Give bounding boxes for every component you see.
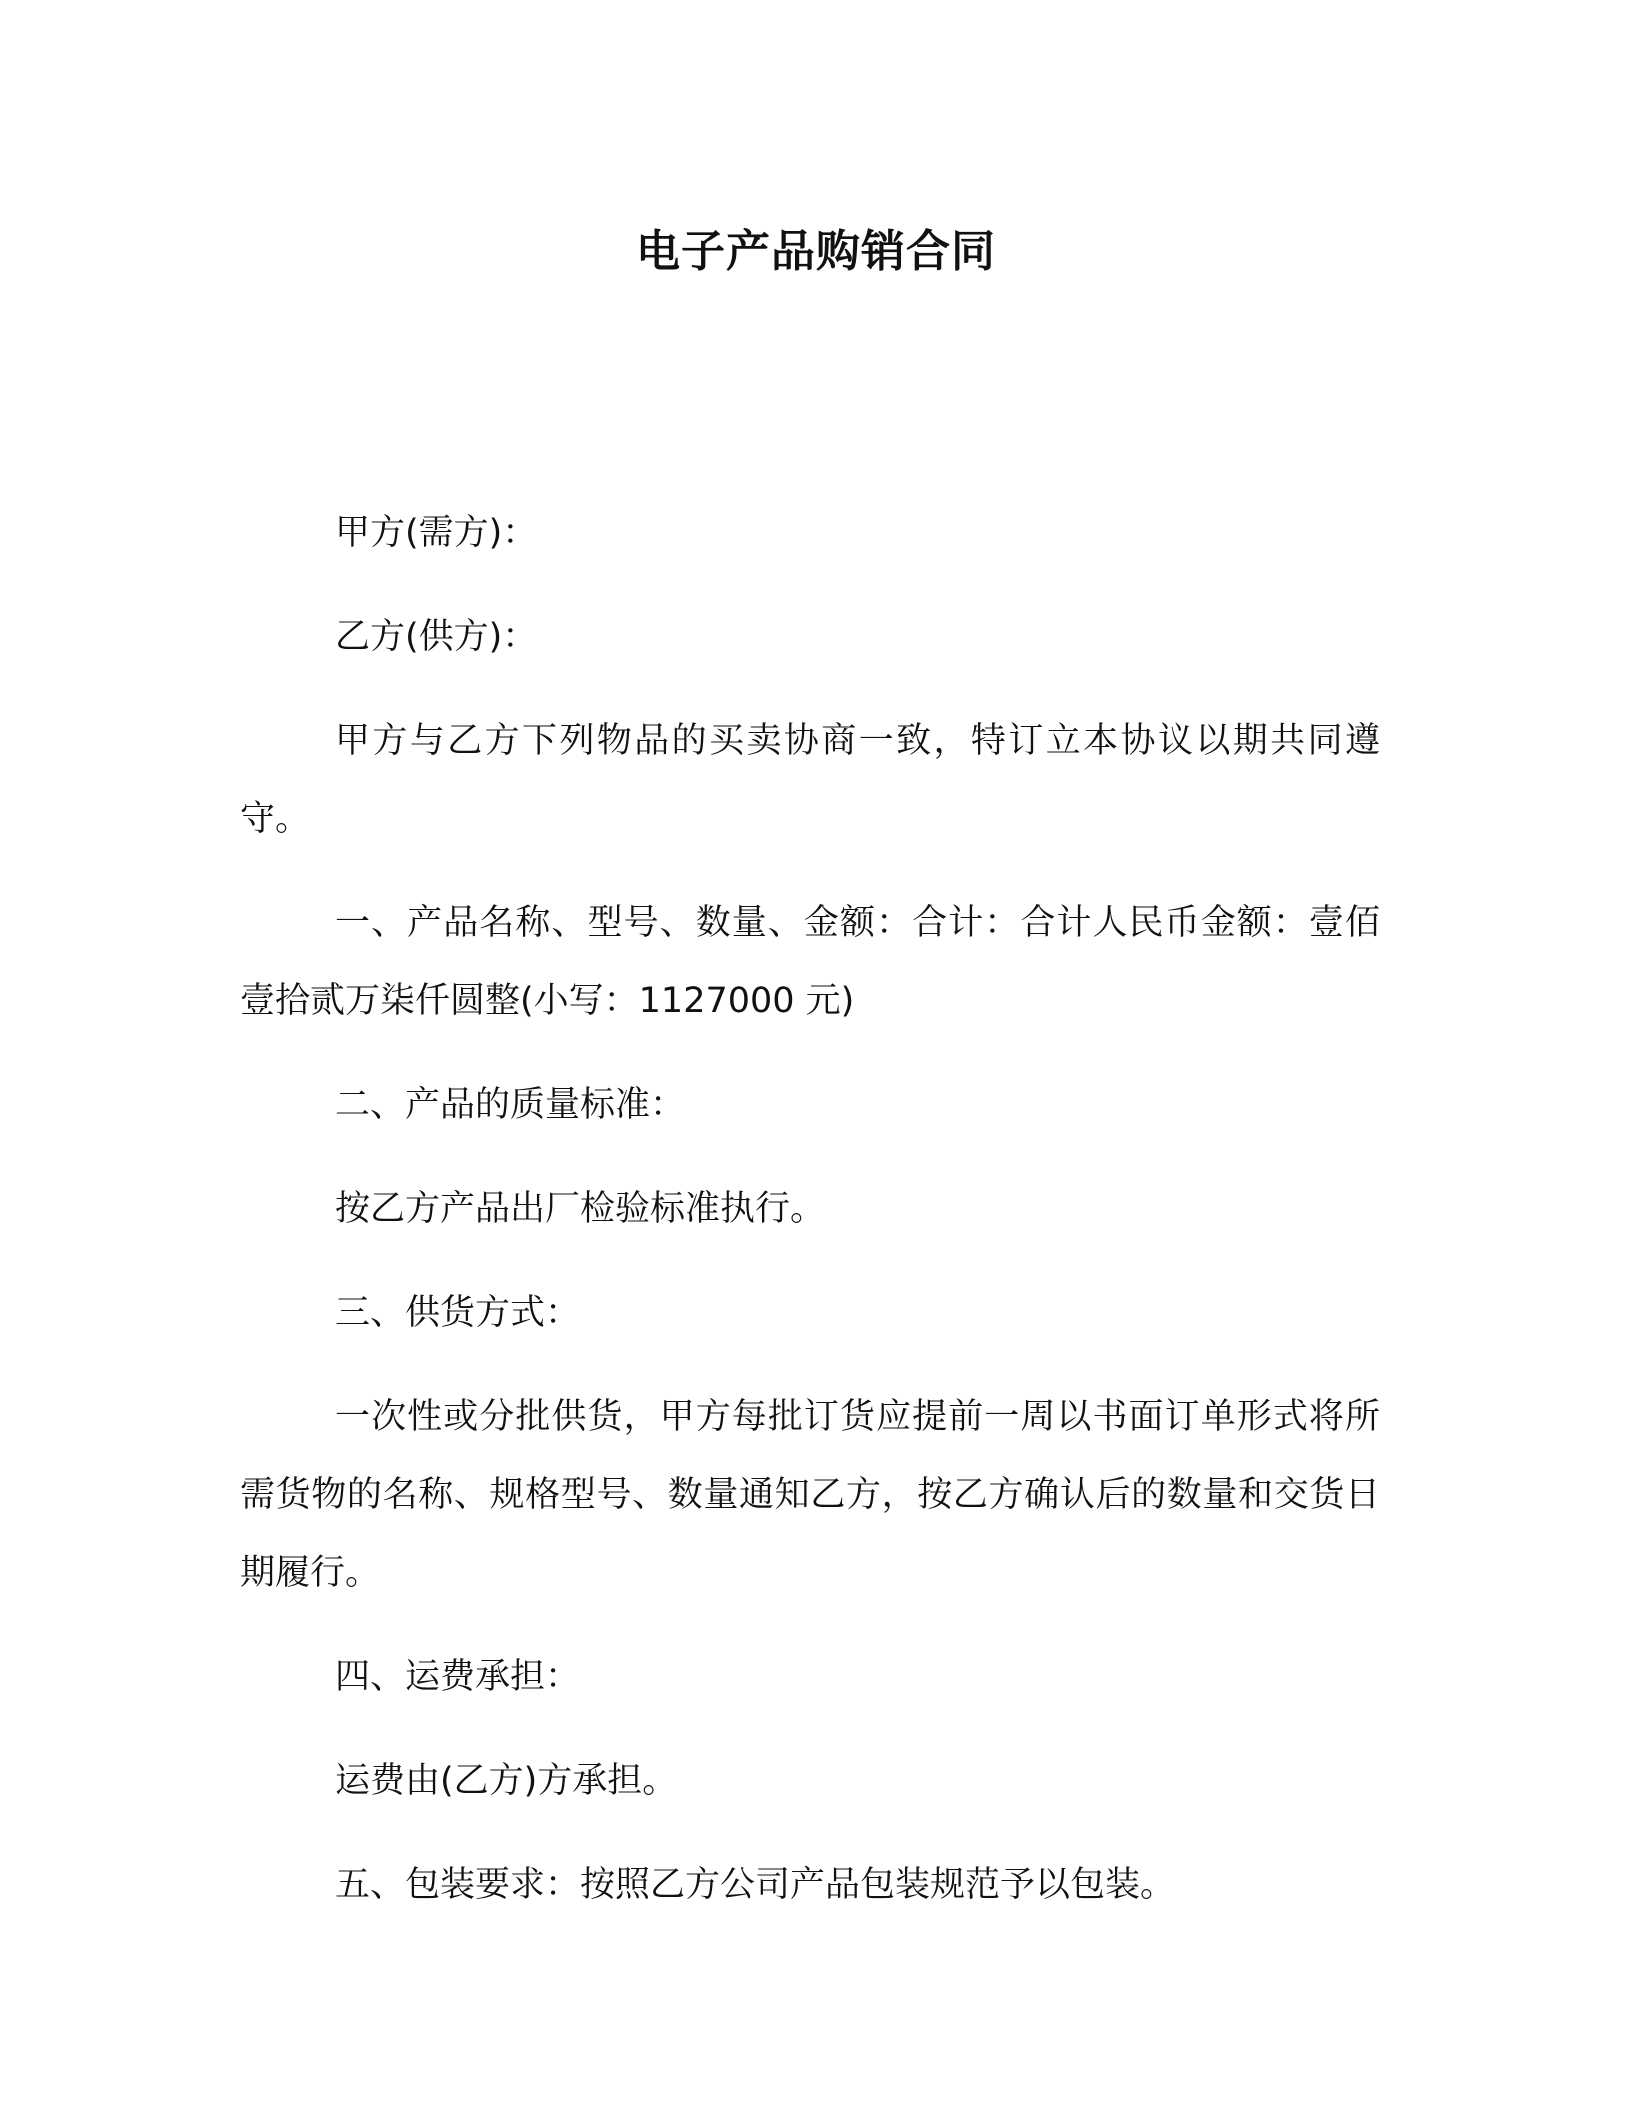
clause-2-heading: 二、产品的质量标准：	[335, 1085, 686, 1125]
clause-5-packaging: 五、包装要求：按照乙方公司产品包装规范予以包装。	[335, 1865, 1176, 1905]
party-b-line: 乙方(供方)：	[335, 617, 538, 657]
clause-2-body: 按乙方产品出厂检验标准执行。	[335, 1189, 826, 1229]
document-body	[240, 494, 1380, 1950]
clause-3-body: 一次性或分批供货，甲方每批订货应提前一周以书面订单形式将所需货物的名称、规格型号、数量通知乙方，按乙方确认后的数量和交货日期履行。	[240, 1397, 1380, 1593]
agreement-intro: 甲方与乙方下列物品的买卖协商一致，特订立本协议以期共同遵守。	[240, 721, 1380, 839]
clause-1-products-amount: 一、产品名称、型号、数量、金额：合计：合计人民币金额：壹佰壹拾贰万柒仟圆整(小写：1127000 元)	[240, 903, 1380, 1021]
clause-4-body: 运费由(乙方)方承担。	[335, 1761, 678, 1801]
party-a-line: 甲方(需方)：	[335, 513, 538, 553]
clause-3-heading: 三、供货方式：	[335, 1293, 581, 1333]
document-title: 电子产品购销合同	[636, 226, 996, 277]
clause-4-heading: 四、运费承担：	[335, 1657, 581, 1697]
